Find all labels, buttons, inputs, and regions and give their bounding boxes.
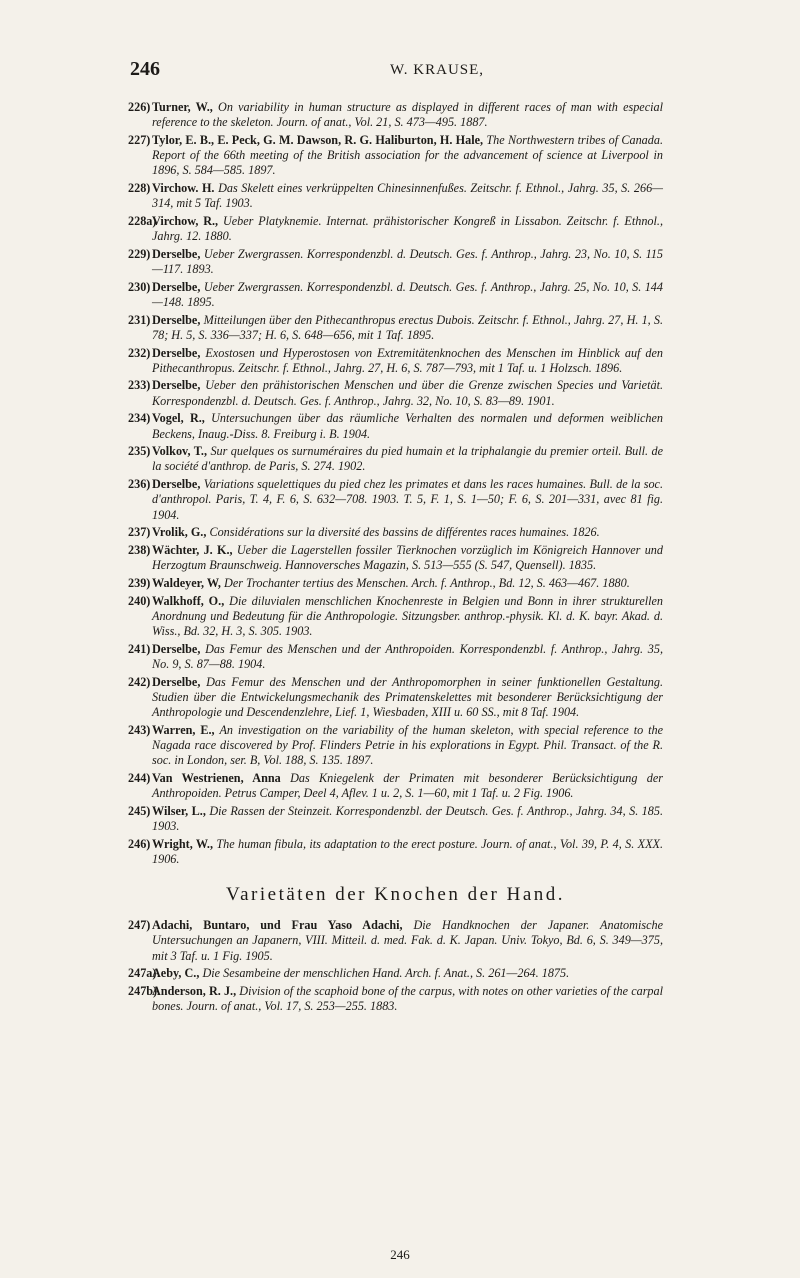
bibliography (128, 100, 663, 1017)
bib-entry (128, 675, 663, 721)
section-title: Varietäten der Knochen der Hand. (225, 884, 566, 906)
bib-entry (128, 477, 663, 523)
entry-number: 247b) (128, 984, 158, 999)
entry-number: 235) (128, 444, 151, 459)
entry-number: 246) (128, 836, 151, 851)
entry-citation: Ueber den prähistorischen Menschen und über die Grenze zwischen Species und Varietät. Korrespondenzbl. d. Deutsch. Ges. f. Anthrop., Jahrg. 32, No. 10, S. 83—89. 1901. (152, 378, 663, 408)
entry-number: 231) (128, 312, 151, 327)
entry-number: 243) (128, 722, 151, 737)
entry-citation: On variability in human structure as displayed in different races of man with especial reference to the skeleton. Journ. of anat., Vol. 21, S. 473—495. 1887. (152, 100, 663, 130)
entry-number: 239) (128, 575, 151, 590)
entry-author: Waldeyer, W, (152, 575, 221, 590)
entry-author: Virchow. H. (152, 181, 215, 196)
running-head: W. KRAUSE, (390, 62, 485, 78)
entry-number: 245) (128, 803, 151, 818)
entry-author: Vogel, R., (152, 411, 205, 426)
bib-entry (128, 966, 663, 981)
entry-author: Virchow, R., (152, 213, 219, 228)
entry-citation: The Northwestern tribes of Canada. Report of the 66th meeting of the British association for the advancement of science at Liverpool in 1896, S. 584—585. 1897. (152, 132, 664, 178)
entry-citation: An investigation on the variability of the human skeleton, with special reference to the Nagada race discovered by Prof. Flinders Petrie in his explorations in Egypt. Phil. Transact. of the R. soc. in London, ser. B, Vol. 188, S. 135. 1897. (152, 722, 663, 768)
entry-author: Aeby, C., (152, 966, 200, 981)
entry-citation: Das Femur des Menschen und der Anthropomorphen in seiner funktionellen Gestaltung. Studien über die Entwickelungsmechanik des Primatenskelettes mit besonderer Berücksichtigung der Anthropologie und Descendenzlehre, Lief. 1, Wiesbaden, XIII u. 60 SS., mit 8 Taf. 1904. (152, 674, 663, 720)
bib-entry (128, 804, 663, 834)
entry-author: Adachi, Buntaro, und Frau Yaso Adachi, (152, 918, 403, 933)
entry-number: 234) (128, 411, 151, 426)
bib-entry (128, 837, 663, 867)
entry-number: 232) (128, 345, 151, 360)
entry-author: Derselbe, (152, 674, 201, 689)
bib-entry (128, 543, 663, 573)
entry-number: 236) (128, 477, 151, 492)
entry-author: Derselbe, (152, 378, 201, 393)
bib-entry (128, 918, 663, 964)
bib-entry (128, 576, 663, 591)
entry-number: 227) (128, 132, 151, 147)
entry-citation: Ueber Zwergrassen. Korrespondenzbl. d. Deutsch. Ges. f. Anthrop., Jahrg. 23, No. 10, S. 115—117. 1893. (152, 246, 664, 277)
entry-number: 238) (128, 542, 151, 557)
entry-author: Anderson, R. J., (152, 984, 237, 999)
entry-citation: Ueber die Lagerstellen fossiler Tierknochen vorzüglich im Königreich Hannover und Herzogtum Braunschweig. Hannoversches Magazin, S. 513—555 (S. 547, Quensell). 1835. (152, 542, 663, 573)
entry-author: Derselbe, (152, 345, 201, 360)
entry-citation: Mitteilungen über den Pithecanthropus erectus Dubois. Zeitschr. f. Ethnol., Jahrg. 27, H. 1, S. 78; H. 5, S. 336—337; H. 6, S. 648—656, mit 1 Taf. 1895. (152, 312, 664, 342)
entry-number: 229) (128, 246, 151, 261)
entry-citation: Division of the scaphoid bone of the carpus, with notes on other varieties of the carpal bones. Journ. of anat., Vol. 17, S. 253—255. 1883. (152, 984, 664, 1014)
entry-author: Tylor, E. B., E. Peck, G. M. Dawson, R. G. Haliburton, H. Hale, (152, 132, 484, 147)
entry-author: Derselbe, (152, 641, 201, 656)
entry-number: 247a) (128, 966, 157, 981)
entry-author: Van Westrienen, Anna (152, 770, 281, 785)
bib-entry (128, 346, 663, 376)
entry-author: Wright, W., (152, 836, 214, 851)
entry-citation: Ueber Platyknemie. Internat. prähistorischer Kongreß in Lissabon. Zeitschr. f. Ethnol., Jahrg. 12. 1880. (152, 213, 663, 244)
entry-citation: Die Rassen der Steinzeit. Korrespondenzbl. der Deutsch. Ges. f. Anthrop., Jahrg. 34, S. 185. 1903. (152, 803, 664, 833)
entry-author: Vrolik, G., (152, 525, 207, 540)
entry-author: Wächter, J. K., (152, 542, 233, 557)
entry-number: 240) (128, 593, 151, 608)
bib-entry (128, 100, 663, 130)
entry-citation: Ueber Zwergrassen. Korrespondenzbl. d. Deutsch. Ges. f. Anthrop., Jahrg. 25, No. 10, S. 144—148. 1895. (152, 279, 663, 309)
entry-number: 241) (128, 641, 151, 656)
entry-number: 230) (128, 279, 151, 294)
entry-citation: The human fibula, its adaptation to the erect posture. Journ. of anat., Vol. 39, P. 4, S. XXX. 1906. (152, 836, 664, 866)
entry-number: 228) (128, 181, 151, 196)
entry-citation: Die Handknochen der Japaner. Anatomische Untersuchungen an Japanern, VIII. Mitteil. d. med. Fak. d. K. Japan. Univ. Tokyo, Bd. 6, S. 349—375, mit 3 Taf. u. 1 Fig. 1905. (152, 918, 663, 963)
bib-entry (128, 247, 663, 277)
bib-entry (128, 280, 663, 310)
entry-author: Derselbe, (152, 477, 201, 492)
entry-citation: Das Femur des Menschen und der Anthropoiden. Korrespondenzbl. f. Anthrop., Jahrg. 35, No. 9, S. 87—88. 1904. (152, 641, 664, 671)
entry-citation: Sur quelques os surnuméraires du pied humain et la triphalangie du premier orteil. Bull. de la société d'anthrop. de Paris, S. 274. 1902. (152, 444, 663, 474)
entry-number: 237) (128, 525, 151, 540)
entry-author: Derselbe, (152, 312, 201, 327)
bib-entry (128, 723, 663, 769)
entry-list-bottom (128, 918, 663, 1014)
entry-list-top (128, 100, 663, 867)
entry-citation: Considérations sur la diversité des bassins de différentes races humaines. 1826. (209, 525, 600, 540)
entry-number: 228a) (128, 213, 157, 228)
entry-number: 242) (128, 674, 151, 689)
entry-number: 244) (128, 770, 151, 785)
bib-entry (128, 594, 663, 640)
entry-citation: Der Trochanter tertius des Menschen. Arch. f. Anthrop., Bd. 12, S. 463—467. 1880. (224, 575, 630, 590)
bib-entry (128, 771, 663, 801)
entry-author: Warren, E., (152, 722, 215, 737)
entry-citation: Variations squelettiques du pied chez les primates et dans les races humaines. Bull. de la soc. d'anthropol. Paris, T. 4, F. 6, S. 632—708. 1903. T. 5, F. 1, S. 1—50; F. 6, S. 201—331, avec 81 fig. 1904. (152, 477, 663, 522)
entry-citation: Die diluvialen menschlichen Knochenreste in Belgien und Bonn in ihrer strukturellen Anordnung und Bedeutung für die Anthropologie. Sitzungsber. anthrop.-physik. Kl. d. K. bayr. Akad. d. Wiss., Bd. 32, H. 3, S. 305. 1903. (152, 593, 664, 638)
bib-entry (128, 411, 663, 441)
entry-number: 233) (128, 378, 151, 393)
entry-author: Volkov, T., (152, 444, 208, 459)
entry-author: Derselbe, (152, 279, 201, 294)
entry-author: Walkhoff, O., (152, 593, 225, 608)
entry-citation: Die Sesambeine der menschlichen Hand. Arch. f. Anat., S. 261—264. 1875. (202, 966, 570, 981)
entry-citation: Exostosen und Hyperostosen von Extremitätenknochen des Menschen im Hinblick auf den Pithecanthropus. Zeitschr. f. Ethnol., Jahrg. 27, H. 6, S. 787—793, mit 1 Taf. u. 1 Holzsch. 1896. (152, 345, 663, 375)
bib-entry (128, 214, 663, 244)
entry-author: Wilser, L., (152, 803, 206, 818)
entry-citation: Das Kniegelenk der Primaten mit besonderer Berücksichtigung der Anthropoiden. Petrus Camper, Deel 4, Aflev. 1 u. 2, S. 1—60, mit 1 Taf. u. 2 Fig. 1906. (152, 770, 663, 801)
page-number: 246 (130, 58, 160, 80)
entry-citation: Untersuchungen über das räumliche Verhalten des normalen und deformen weiblichen Beckens, Inaug.-Diss. 8. Freiburg i. B. 1904. (152, 411, 663, 441)
bib-entry (128, 378, 663, 408)
entry-author: Derselbe, (152, 246, 201, 261)
entry-number: 247) (128, 918, 151, 933)
bib-entry (128, 444, 663, 474)
bib-entry (128, 984, 663, 1014)
footer-page-number: 246 (390, 1247, 410, 1262)
bib-entry (128, 642, 663, 672)
bib-entry (128, 525, 663, 540)
bib-entry (128, 313, 663, 343)
bib-entry (128, 181, 663, 211)
entry-citation: Das Skelett eines verkrüppelten Chinesinnenfußes. Zeitschr. f. Ethnol., Jahrg. 35, S. 266—314, mit 5 Taf. 1903. (152, 181, 664, 211)
page-header (130, 58, 660, 82)
entry-number: 226) (128, 100, 151, 114)
bib-entry (128, 133, 663, 179)
entry-author: Turner, W., (152, 100, 213, 114)
